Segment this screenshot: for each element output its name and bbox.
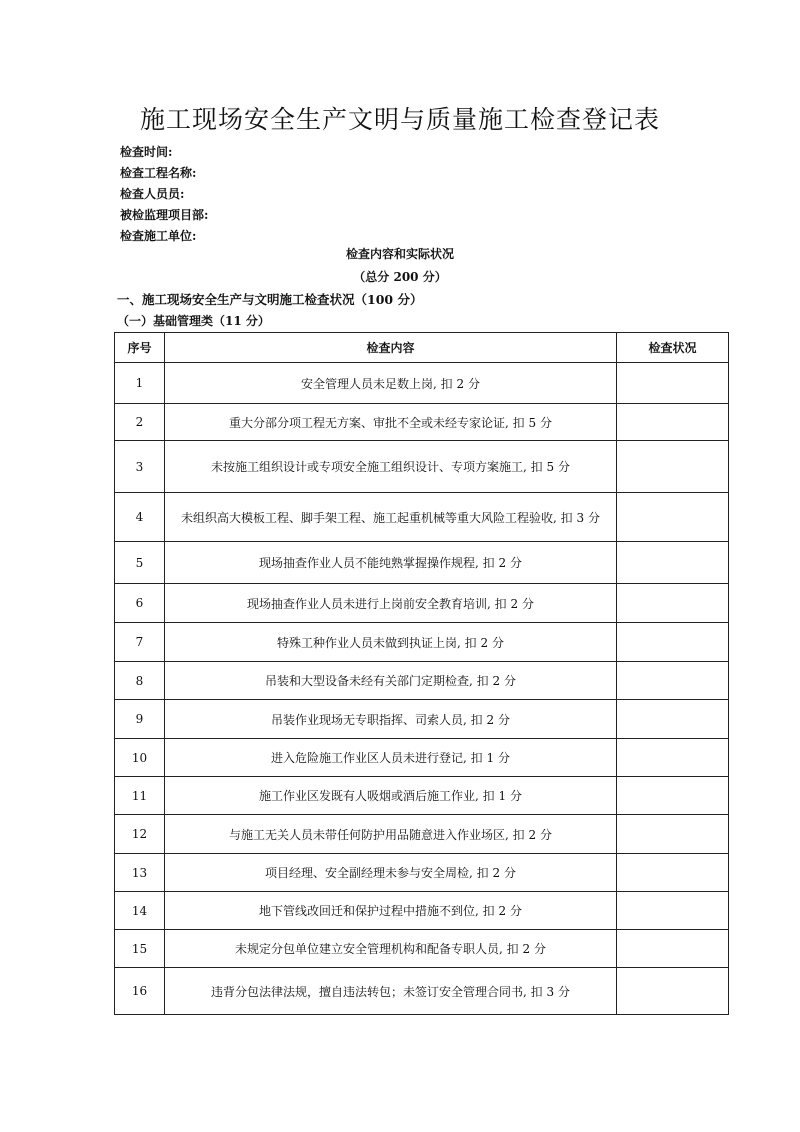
row-status-cell[interactable] <box>617 815 729 854</box>
row-status-cell[interactable] <box>617 542 729 584</box>
row-content: 现场抽查作业人员未进行上岗前安全教育培训, 扣 2 分 <box>165 584 617 623</box>
row-status-cell[interactable] <box>617 700 729 739</box>
row-number: 14 <box>115 892 165 930</box>
row-status-cell[interactable] <box>617 662 729 700</box>
row-content: 地下管线改回迁和保护过程中措施不到位, 扣 2 分 <box>165 892 617 930</box>
row-content: 安全管理人员未足数上岗, 扣 2 分 <box>165 363 617 404</box>
row-number: 13 <box>115 854 165 892</box>
row-number: 8 <box>115 662 165 700</box>
row-number: 15 <box>115 930 165 968</box>
inspection-info <box>120 142 208 247</box>
table-row <box>115 363 729 404</box>
section-heading: 一、施工现场安全生产与文明施工检查状况（100 分） <box>117 292 423 307</box>
row-status-cell[interactable] <box>617 892 729 930</box>
row-number: 5 <box>115 542 165 584</box>
inspection-time-label: 检查时间: <box>120 145 173 159</box>
row-content: 重大分部分项工程无方案、审批不全或未经专家论证, 扣 5 分 <box>165 404 617 441</box>
table-row <box>115 623 729 662</box>
row-number: 7 <box>115 623 165 662</box>
row-status-cell[interactable] <box>617 739 729 777</box>
row-content: 项目经理、安全副经理未参与安全周检, 扣 2 分 <box>165 854 617 892</box>
row-number: 12 <box>115 815 165 854</box>
row-content: 吊装作业现场无专职指挥、司索人员, 扣 2 分 <box>165 700 617 739</box>
row-status-cell[interactable] <box>617 404 729 441</box>
table-row <box>115 777 729 815</box>
row-number: 2 <box>115 404 165 441</box>
row-number: 1 <box>115 363 165 404</box>
row-status-cell[interactable] <box>617 930 729 968</box>
row-content: 吊装和大型设备未经有关部门定期检查, 扣 2 分 <box>165 662 617 700</box>
row-number: 3 <box>115 441 165 493</box>
row-content: 违背分包法律法规，擅自违法转包；未签订安全管理合同书, 扣 3 分 <box>165 968 617 1015</box>
row-content: 未组织高大模板工程、脚手架工程、施工起重机械等重大风险工程验收, 扣 3 分 <box>165 493 617 542</box>
row-number: 16 <box>115 968 165 1015</box>
table-row <box>115 854 729 892</box>
table-row <box>115 662 729 700</box>
row-number: 6 <box>115 584 165 623</box>
row-status-cell[interactable] <box>617 854 729 892</box>
row-status-cell[interactable] <box>617 623 729 662</box>
row-status-cell[interactable] <box>617 363 729 404</box>
table-row <box>115 700 729 739</box>
row-content: 特殊工种作业人员未做到执证上岗, 扣 2 分 <box>165 623 617 662</box>
table-row <box>115 493 729 542</box>
table-row <box>115 930 729 968</box>
table-row <box>115 584 729 623</box>
table-row <box>115 815 729 854</box>
inspectors-label: 检查人员员: <box>120 187 185 201</box>
table-row <box>115 441 729 493</box>
table-row <box>115 892 729 930</box>
header-content: 检查内容 <box>165 333 617 363</box>
project-name-label: 检查工程名称: <box>120 166 197 180</box>
construction-unit-label: 检查施工单位: <box>120 229 197 243</box>
table-row <box>115 968 729 1015</box>
row-status-cell[interactable] <box>617 777 729 815</box>
table-row <box>115 542 729 584</box>
header-status: 检查状况 <box>617 333 729 363</box>
row-content: 现场抽查作业人员不能纯熟掌握操作规程, 扣 2 分 <box>165 542 617 584</box>
row-content: 与施工无关人员未带任何防护用品随意进入作业场区, 扣 2 分 <box>165 815 617 854</box>
row-number: 11 <box>115 777 165 815</box>
table-header-row <box>115 333 729 363</box>
row-status-cell[interactable] <box>617 584 729 623</box>
header-no: 序号 <box>115 333 165 363</box>
row-number: 4 <box>115 493 165 542</box>
row-number: 10 <box>115 739 165 777</box>
row-content: 进入危险施工作业区人员未进行登记, 扣 1 分 <box>165 739 617 777</box>
row-content: 未规定分包单位建立安全管理机构和配备专职人员, 扣 2 分 <box>165 930 617 968</box>
content-title: 检查内容和实际状况 <box>345 247 454 261</box>
table-row <box>115 739 729 777</box>
row-content: 未按施工组织设计或专项安全施工组织设计、专项方案施工, 扣 5 分 <box>165 441 617 493</box>
row-status-cell[interactable] <box>617 493 729 542</box>
row-number: 9 <box>115 700 165 739</box>
inspection-table <box>114 332 729 1015</box>
row-content: 施工作业区发既有人吸烟或酒后施工作业, 扣 1 分 <box>165 777 617 815</box>
total-score: （总分 200 分） <box>353 270 447 284</box>
subsection-heading: （一）基础管理类（11 分） <box>117 314 270 328</box>
row-status-cell[interactable] <box>617 441 729 493</box>
row-status-cell[interactable] <box>617 968 729 1015</box>
document-title: 施工现场安全生产文明与质量施工检查登记表 <box>139 105 660 134</box>
supervision-dept-label: 被检监理项目部: <box>120 208 209 222</box>
table-row <box>115 404 729 441</box>
